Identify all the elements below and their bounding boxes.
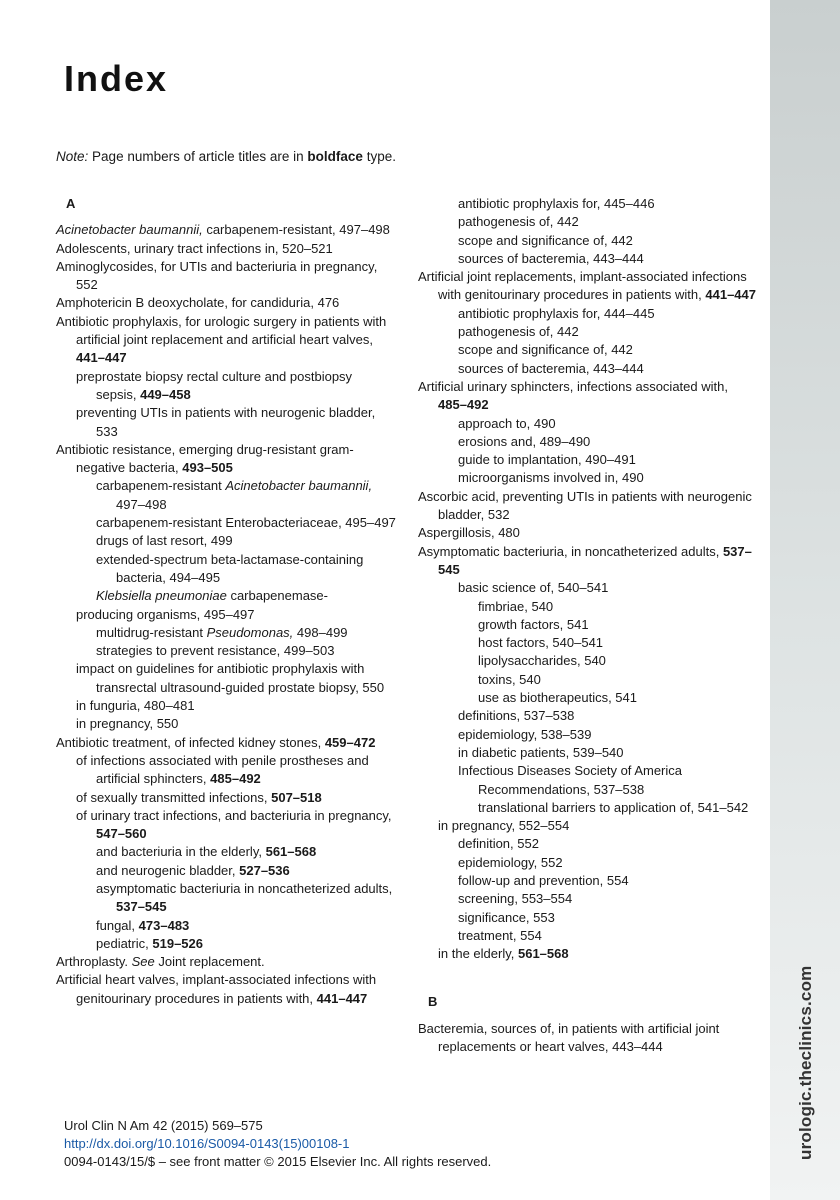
index-subentry: and neurogenic bladder, 527–536: [96, 862, 290, 878]
index-subentry: in funguria, 480–481: [76, 698, 195, 714]
index-subentry: antibiotic prophylaxis for, 445–446: [458, 196, 655, 211]
index-subentry: epidemiology, 538–539: [458, 726, 592, 742]
index-subentry: Klebsiella pneumoniae carbapenemase-: [96, 588, 328, 604]
note-end: type.: [366, 149, 396, 164]
index-entry: Amphotericin B deoxycholate, for candiduria, 476: [56, 295, 340, 311]
index-subentry: preprostate biopsy rectal culture and postbiopsy sepsis, 449–458: [76, 368, 353, 402]
index-subentry: producing organisms, 495–497: [76, 606, 255, 622]
citation: Urol Clin N Am 42 (2015) 569–575: [64, 1118, 263, 1133]
index-subentry: definition, 552: [458, 836, 539, 852]
index-entry: Aspergillosis, 480: [418, 525, 520, 541]
index-subentry: multidrug-resistant Pseudomonas, 498–499: [96, 624, 348, 640]
index-entry: Artificial joint replacements, implant-associated infections with genitourinary procedures in patients with, 441–447: [418, 269, 757, 303]
index-subentry: sources of bacteremia, 443–444: [458, 360, 644, 376]
index-subentry: in pregnancy, 550: [76, 716, 179, 732]
index-subentry: pediatric, 519–526: [96, 935, 203, 951]
index-subentry: carbapenem-resistant Acinetobacter baumannii, 497–498: [96, 478, 373, 512]
footer: [64, 1117, 491, 1171]
index-entry: Antibiotic resistance, emerging drug-resistant gram-negative bacteria, 493–505: [56, 441, 354, 476]
index-subentry: asymptomatic bacteriuria in noncatheterized adults, 537–545: [96, 880, 393, 915]
journal-url-text: urologic.theclinics.com: [796, 965, 815, 1160]
index-subentry: strategies to prevent resistance, 499–503: [96, 643, 335, 659]
index-subentry: antibiotic prophylaxis for, 444–445: [458, 305, 655, 321]
note-bold: boldface: [307, 149, 363, 164]
index-subentry: translational barriers to application of, 541–542: [478, 799, 749, 815]
index-entry: Antibiotic treatment, of infected kidney stones, 459–472: [56, 734, 376, 750]
index-subentry: toxins, 540: [478, 671, 541, 687]
index-entry: Artificial heart valves, implant-associated infections with genitourinary procedures in patients with, 441–447: [56, 972, 377, 1006]
index-column-left: [56, 195, 396, 1008]
note-text: Page numbers of article titles are in: [92, 149, 304, 164]
index-subentry: significance, 553: [458, 909, 555, 925]
rights-statement: 0094-0143/15/$ – see front matter © 2015 Elsevier Inc. All rights reserved.: [64, 1154, 492, 1169]
index-subentry: lipolysaccharides, 540: [478, 653, 606, 669]
index-subentry: definitions, 537–538: [458, 708, 575, 724]
index-subentry: in the elderly, 561–568: [438, 946, 569, 962]
index-subentry: preventing UTIs in patients with neurogenic bladder, 533: [76, 405, 376, 439]
index-subentry: host factors, 540–541: [478, 635, 604, 651]
index-subentry: and bacteriuria in the elderly, 561–568: [96, 844, 317, 860]
index-subentry: of sexually transmitted infections, 507–518: [76, 789, 322, 805]
index-subentry: impact on guidelines for antibiotic prophylaxis with transrectal ultrasound-guided prostate biopsy, 550: [76, 661, 385, 695]
index-subentry: scope and significance of, 442: [458, 232, 633, 248]
page-title: Index: [64, 58, 169, 99]
index-subentry: fungal, 473–483: [96, 917, 190, 933]
index-subentry: sources of bacteremia, 443–444: [458, 250, 644, 266]
index-subentry: fimbriae, 540: [478, 598, 554, 614]
index-entry: Bacteremia, sources of, in patients with artificial joint replacements or heart valves, 443–444: [418, 1020, 720, 1055]
index-subentry: scope and significance of, 442: [458, 342, 633, 358]
index-subentry: microorganisms involved in, 490: [458, 470, 644, 486]
index-entry: Aminoglycosides, for UTIs and bacteriuria in pregnancy, 552: [56, 258, 378, 293]
index-subentry: pathogenesis of, 442: [458, 214, 579, 230]
index-subentry: erosions and, 489–490: [458, 433, 591, 449]
index-entry: Artificial urinary sphincters, infections associated with, 485–492: [418, 378, 728, 413]
index-subentry: carbapenem-resistant Enterobacteriaceae, 495–497: [96, 515, 396, 531]
letter-heading-a: A: [66, 196, 76, 211]
index-subentry: screening, 553–554: [458, 891, 573, 907]
index-subentry: in diabetic patients, 539–540: [458, 744, 624, 760]
index-entry: Antibiotic prophylaxis, for urologic surgery in patients with artificial joint replacement and artificial heart valves, 441–447: [56, 313, 387, 366]
index-subentry: drugs of last resort, 499: [96, 533, 233, 549]
index-entry: Adolescents, urinary tract infections in, 520–521: [56, 240, 333, 256]
index-subentry: follow-up and prevention, 554: [458, 872, 629, 888]
index-subentry: growth factors, 541: [478, 616, 589, 632]
index-subentry: basic science of, 540–541: [458, 580, 609, 596]
index-subentry: pathogenesis of, 442: [458, 324, 579, 340]
index-subentry: use as biotherapeutics, 541: [478, 690, 637, 706]
index-subentry: treatment, 554: [458, 927, 542, 943]
index-subentry: epidemiology, 552: [458, 854, 563, 870]
index-subentry: extended-spectrum beta-lactamase-containing bacteria, 494–495: [96, 551, 364, 585]
index-subentry: of urinary tract infections, and bacteriuria in pregnancy, 547–560: [76, 807, 392, 842]
index-entry: Acinetobacter baumannii, carbapenem-resistant, 497–498: [56, 222, 390, 238]
letter-heading-b: B: [428, 994, 438, 1010]
index-subentry: of infections associated with penile prostheses and artificial sphincters, 485–492: [76, 752, 369, 787]
index-subentry: Infectious Diseases Society of America Recommendations, 537–538: [458, 763, 682, 797]
index-subentry: approach to, 490: [458, 415, 556, 431]
note-lead: Note:: [56, 149, 89, 164]
index-note: [56, 149, 396, 164]
index-subentry: guide to implantation, 490–491: [458, 452, 636, 468]
index-column-right: [418, 195, 758, 1056]
index-entry: Arthroplasty. See Joint replacement.: [56, 954, 265, 970]
index-entry: Asymptomatic bacteriuria, in noncatheterized adults, 537–545: [418, 543, 752, 577]
index-entry: Ascorbic acid, preventing UTIs in patients with neurogenic bladder, 532: [418, 488, 752, 523]
doi-link[interactable]: http://dx.doi.org/10.1016/S0094-0143(15)00108-1: [64, 1136, 350, 1151]
index-subentry: in pregnancy, 552–554: [438, 818, 570, 834]
